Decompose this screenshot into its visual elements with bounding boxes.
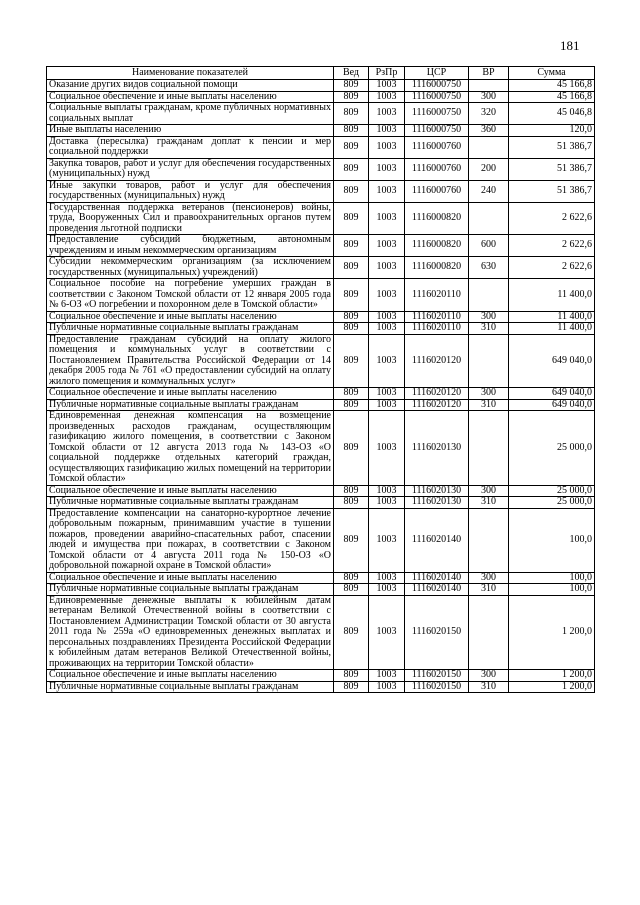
- cell-ved: 809: [334, 257, 369, 279]
- cell-sum: 45 166,8: [509, 91, 595, 103]
- cell-vr: 320: [469, 103, 509, 125]
- cell-name: Социальное обеспечение и иные выплаты населению: [47, 670, 334, 682]
- table-row: [47, 681, 595, 693]
- cell-vr: 310: [469, 584, 509, 596]
- cell-vr: [469, 508, 509, 572]
- cell-csr: 1116020130: [405, 497, 469, 509]
- cell-ved: 809: [334, 180, 369, 202]
- table-row: [47, 279, 595, 312]
- cell-rzpr: 1003: [369, 279, 405, 312]
- cell-name: Предоставление компенсации на санаторно-курортное лечение добровольным пожарным, принимавшим участие в тушении пожаров, проведении аварийно-спасательных работ, спасении людей и имущества при пожарах, в соответствии с Законом Томской области от 4 августа 2011 года № 150-ОЗ «О добровольной пожарной охране в Томской области»: [47, 508, 334, 572]
- cell-rzpr: 1003: [369, 180, 405, 202]
- cell-csr: 1116020140: [405, 584, 469, 596]
- cell-rzpr: 1003: [369, 125, 405, 137]
- cell-name: Социальное обеспечение и иные выплаты населению: [47, 388, 334, 400]
- cell-name: Публичные нормативные социальные выплаты гражданам: [47, 323, 334, 335]
- cell-name: Субсидии некоммерческим организациям (за исключением государственных (муниципальных) учреждений): [47, 257, 334, 279]
- table-row: [47, 136, 595, 158]
- cell-vr: [469, 279, 509, 312]
- cell-ved: 809: [334, 311, 369, 323]
- cell-rzpr: 1003: [369, 158, 405, 180]
- cell-csr: 1116020110: [405, 279, 469, 312]
- cell-csr: 1116000750: [405, 103, 469, 125]
- cell-ved: 809: [334, 681, 369, 693]
- cell-vr: 300: [469, 485, 509, 497]
- cell-csr: 1116000820: [405, 235, 469, 257]
- cell-sum: 45 166,8: [509, 80, 595, 92]
- cell-ved: 809: [334, 103, 369, 125]
- table-row: [47, 202, 595, 235]
- cell-rzpr: 1003: [369, 323, 405, 335]
- cell-ved: 809: [334, 91, 369, 103]
- cell-csr: 1116020110: [405, 311, 469, 323]
- cell-name: Социальное обеспечение и иные выплаты населению: [47, 311, 334, 323]
- cell-name: Закупка товаров, работ и услуг для обеспечения государственных (муниципальных) нужд: [47, 158, 334, 180]
- cell-sum: 25 000,0: [509, 485, 595, 497]
- table-row: [47, 103, 595, 125]
- cell-rzpr: 1003: [369, 670, 405, 682]
- table-body: [47, 80, 595, 693]
- cell-vr: 300: [469, 311, 509, 323]
- cell-vr: [469, 136, 509, 158]
- cell-ved: 809: [334, 485, 369, 497]
- cell-csr: 1116020140: [405, 508, 469, 572]
- cell-sum: 2 622,6: [509, 257, 595, 279]
- table-header-row: [47, 67, 595, 80]
- cell-name: Социальные выплаты гражданам, кроме публичных нормативных социальных выплат: [47, 103, 334, 125]
- cell-vr: 300: [469, 91, 509, 103]
- cell-sum: 45 046,8: [509, 103, 595, 125]
- cell-csr: 1116000820: [405, 202, 469, 235]
- cell-csr: 1116020150: [405, 670, 469, 682]
- column-header-vr: ВР: [469, 67, 509, 80]
- table-row: [47, 91, 595, 103]
- cell-sum: 2 622,6: [509, 235, 595, 257]
- table-row: [47, 572, 595, 584]
- cell-name: Публичные нормативные социальные выплаты гражданам: [47, 497, 334, 509]
- cell-vr: [469, 411, 509, 486]
- cell-sum: 51 386,7: [509, 180, 595, 202]
- cell-csr: 1116000750: [405, 125, 469, 137]
- cell-rzpr: 1003: [369, 257, 405, 279]
- cell-csr: 1116000750: [405, 80, 469, 92]
- cell-ved: 809: [334, 388, 369, 400]
- cell-rzpr: 1003: [369, 136, 405, 158]
- cell-sum: 649 040,0: [509, 399, 595, 411]
- cell-ved: 809: [334, 80, 369, 92]
- cell-csr: 1116000760: [405, 180, 469, 202]
- table-row: [47, 411, 595, 486]
- cell-ved: 809: [334, 595, 369, 670]
- cell-csr: 1116000760: [405, 158, 469, 180]
- cell-sum: 1 200,0: [509, 595, 595, 670]
- cell-rzpr: 1003: [369, 103, 405, 125]
- cell-rzpr: 1003: [369, 595, 405, 670]
- cell-csr: 1116020120: [405, 399, 469, 411]
- cell-sum: 649 040,0: [509, 334, 595, 388]
- cell-rzpr: 1003: [369, 572, 405, 584]
- cell-vr: 300: [469, 388, 509, 400]
- cell-sum: 11 400,0: [509, 323, 595, 335]
- table-row: [47, 125, 595, 137]
- cell-ved: 809: [334, 572, 369, 584]
- cell-csr: 1116020110: [405, 323, 469, 335]
- cell-ved: 809: [334, 158, 369, 180]
- cell-name: Предоставление гражданам субсидий на оплату жилого помещения и коммунальных услуг в соответствии с Постановлением Правительства Российской Федерации от 14 декабря 2005 года № 761 «О предоставлении субсидий на оплату жилого помещения и коммунальных услуг»: [47, 334, 334, 388]
- cell-ved: 809: [334, 125, 369, 137]
- cell-sum: 25 000,0: [509, 411, 595, 486]
- cell-ved: 809: [334, 411, 369, 486]
- cell-name: Публичные нормативные социальные выплаты гражданам: [47, 399, 334, 411]
- column-header-csr: ЦСР: [405, 67, 469, 80]
- budget-table: [46, 66, 595, 693]
- cell-sum: 2 622,6: [509, 202, 595, 235]
- cell-csr: 1116020130: [405, 411, 469, 486]
- cell-vr: [469, 80, 509, 92]
- cell-name: Публичные нормативные социальные выплаты гражданам: [47, 584, 334, 596]
- cell-name: Иные выплаты населению: [47, 125, 334, 137]
- cell-name: Государственная поддержка ветеранов (пенсионеров) войны, труда, Вооруженных Сил и правоохранительных органов путем проведения льготной подписки: [47, 202, 334, 235]
- cell-sum: 1 200,0: [509, 681, 595, 693]
- table-row: [47, 584, 595, 596]
- cell-ved: 809: [334, 508, 369, 572]
- cell-rzpr: 1003: [369, 235, 405, 257]
- cell-csr: 1116000820: [405, 257, 469, 279]
- cell-vr: 310: [469, 323, 509, 335]
- table-row: [47, 508, 595, 572]
- cell-vr: 310: [469, 681, 509, 693]
- cell-csr: 1116020120: [405, 388, 469, 400]
- cell-csr: 1116020130: [405, 485, 469, 497]
- cell-sum: 25 000,0: [509, 497, 595, 509]
- table-row: [47, 180, 595, 202]
- cell-vr: 200: [469, 158, 509, 180]
- cell-vr: 360: [469, 125, 509, 137]
- table-row: [47, 80, 595, 92]
- column-header-rzpr: РзПр: [369, 67, 405, 80]
- cell-vr: [469, 202, 509, 235]
- cell-ved: 809: [334, 670, 369, 682]
- page-number: 181: [560, 38, 580, 53]
- table-row: [47, 334, 595, 388]
- cell-sum: 649 040,0: [509, 388, 595, 400]
- cell-name: Социальное пособие на погребение умерших граждан в соответствии с Законом Томской области от 12 января 2005 года № 6-ОЗ «О погребении и похоронном деле в Томской области»: [47, 279, 334, 312]
- cell-vr: [469, 334, 509, 388]
- cell-ved: 809: [334, 235, 369, 257]
- cell-sum: 51 386,7: [509, 158, 595, 180]
- cell-ved: 809: [334, 279, 369, 312]
- table-row: [47, 388, 595, 400]
- cell-sum: 11 400,0: [509, 311, 595, 323]
- table-row: [47, 485, 595, 497]
- table-row: [47, 323, 595, 335]
- cell-name: Единовременные денежные выплаты к юбилейным датам ветеранам Великой Отечественной войны в соответствии с Постановлением Администрации Томской области от 30 августа 2011 года № 259а «О единовременных денежных выплатах и персональных поздравлениях Президента Российской Федерации к юбилейным датам ветеранов Великой Отечественной войны, проживающих на территории Томской области»: [47, 595, 334, 670]
- cell-name: Единовременная денежная компенсация на возмещение произведенных расходов гражданам, осуществляющим газификацию жилого помещения, в соответствии с Законом Томской области от 12 августа 2013 года № 143-ОЗ «О социальной поддержке отдельных категорий граждан, осуществляющих газификацию жилых помещений на территории Томской области»: [47, 411, 334, 486]
- cell-name: Публичные нормативные социальные выплаты гражданам: [47, 681, 334, 693]
- cell-sum: 51 386,7: [509, 136, 595, 158]
- table-row: [47, 235, 595, 257]
- cell-ved: 809: [334, 584, 369, 596]
- cell-name: Доставка (пересылка) гражданам доплат к пенсии и мер социальной поддержки: [47, 136, 334, 158]
- cell-sum: 100,0: [509, 572, 595, 584]
- cell-rzpr: 1003: [369, 91, 405, 103]
- cell-csr: 1116020120: [405, 334, 469, 388]
- cell-ved: 809: [334, 399, 369, 411]
- table-row: [47, 257, 595, 279]
- cell-vr: 240: [469, 180, 509, 202]
- cell-rzpr: 1003: [369, 388, 405, 400]
- table-row: [47, 311, 595, 323]
- cell-rzpr: 1003: [369, 681, 405, 693]
- cell-name: Иные закупки товаров, работ и услуг для обеспечения государственных (муниципальных) нужд: [47, 180, 334, 202]
- table-row: [47, 158, 595, 180]
- column-header-ved: Вед: [334, 67, 369, 80]
- cell-vr: 310: [469, 399, 509, 411]
- cell-name: Предоставление субсидий бюджетным, автономным учреждениям и иным некоммерческим организациям: [47, 235, 334, 257]
- cell-ved: 809: [334, 202, 369, 235]
- cell-vr: 600: [469, 235, 509, 257]
- cell-rzpr: 1003: [369, 399, 405, 411]
- cell-csr: 1116020150: [405, 681, 469, 693]
- table-row: [47, 595, 595, 670]
- cell-csr: 1116000750: [405, 91, 469, 103]
- cell-name: Социальное обеспечение и иные выплаты населению: [47, 91, 334, 103]
- column-header-name: Наименование показателей: [47, 67, 334, 80]
- cell-sum: 1 200,0: [509, 670, 595, 682]
- cell-name: Оказание других видов социальной помощи: [47, 80, 334, 92]
- cell-sum: 100,0: [509, 508, 595, 572]
- cell-rzpr: 1003: [369, 80, 405, 92]
- cell-csr: 1116000760: [405, 136, 469, 158]
- cell-ved: 809: [334, 136, 369, 158]
- table-row: [47, 670, 595, 682]
- cell-vr: [469, 595, 509, 670]
- cell-csr: 1116020140: [405, 572, 469, 584]
- cell-rzpr: 1003: [369, 508, 405, 572]
- cell-ved: 809: [334, 497, 369, 509]
- cell-sum: 120,0: [509, 125, 595, 137]
- cell-csr: 1116020150: [405, 595, 469, 670]
- cell-name: Социальное обеспечение и иные выплаты населению: [47, 485, 334, 497]
- cell-sum: 11 400,0: [509, 279, 595, 312]
- cell-vr: 300: [469, 572, 509, 584]
- cell-rzpr: 1003: [369, 311, 405, 323]
- cell-ved: 809: [334, 323, 369, 335]
- cell-vr: 630: [469, 257, 509, 279]
- cell-rzpr: 1003: [369, 411, 405, 486]
- table-row: [47, 399, 595, 411]
- cell-rzpr: 1003: [369, 334, 405, 388]
- cell-rzpr: 1003: [369, 497, 405, 509]
- cell-sum: 100,0: [509, 584, 595, 596]
- cell-rzpr: 1003: [369, 584, 405, 596]
- cell-vr: 300: [469, 670, 509, 682]
- column-header-sum: Сумма: [509, 67, 595, 80]
- cell-rzpr: 1003: [369, 202, 405, 235]
- cell-rzpr: 1003: [369, 485, 405, 497]
- cell-name: Социальное обеспечение и иные выплаты населению: [47, 572, 334, 584]
- cell-ved: 809: [334, 334, 369, 388]
- table-row: [47, 497, 595, 509]
- cell-vr: 310: [469, 497, 509, 509]
